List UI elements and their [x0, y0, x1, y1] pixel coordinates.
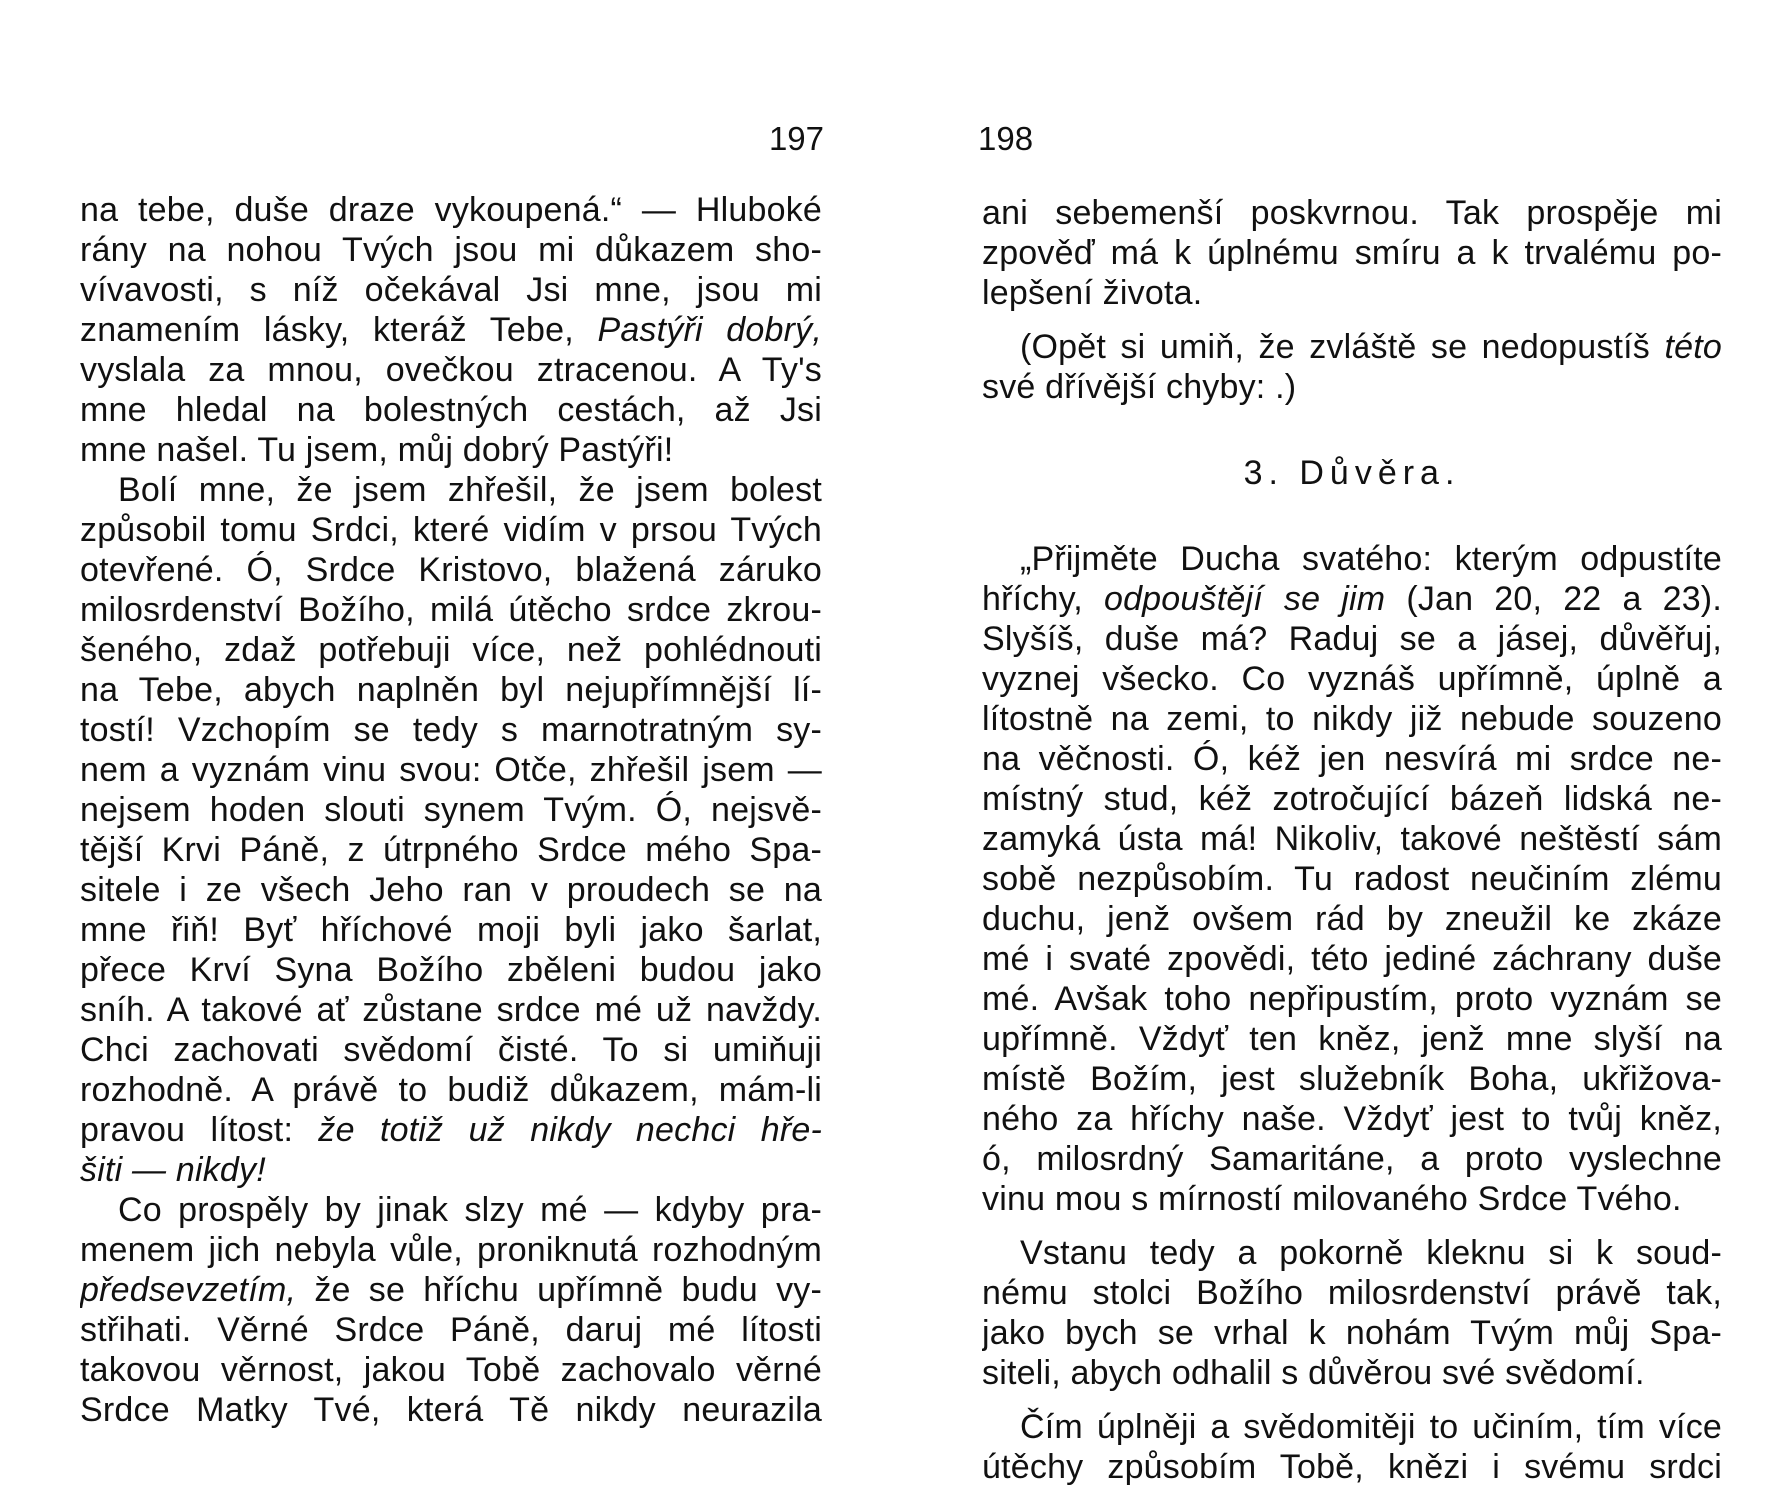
text-line: mne našel. Tu jsem, můj dobrý Pastýři!	[80, 431, 674, 469]
text-line: zamyká ústa má! Nikoliv, takové neštěstí sám	[982, 820, 1722, 858]
text-line: tostí! Vzchopím se tedy s marnotratným sy-	[80, 711, 822, 749]
page-number: 198	[978, 120, 1034, 157]
text-line: Chci zachovati svědomí čisté. To si umiňuji	[80, 1031, 822, 1069]
page-number: 197	[768, 120, 824, 157]
text-line: siteli, abych odhalil s důvěrou své svědomí.	[982, 1354, 1645, 1392]
text-line: útěchy způsobím Tobě, knězi i svému srdci	[982, 1448, 1722, 1486]
italic-phrase: odpouštějí se jim	[1103, 580, 1386, 618]
text-line: rozhodně. A právě to budiž důkazem, mám-li	[80, 1071, 822, 1109]
text-line: přece Krví Syna Božího zběleni budou jako	[80, 951, 822, 989]
section-heading: 3. Důvěra.	[1243, 454, 1461, 492]
text-line: Srdce Matky Tvé, která Tě nikdy neurazila	[80, 1391, 822, 1429]
italic-phrase: že totiž už nikdy nechci hře-	[318, 1111, 822, 1149]
text-line: mne hledal na bolestných cestách, až Jsi	[80, 391, 822, 429]
text-line: znamením lásky, kteráž Tebe, Pastýři dobrý,	[80, 311, 822, 349]
text-line: otevřené. Ó, Srdce Kristovo, blažená záruko	[80, 551, 822, 589]
page-text	[80, 190, 822, 1430]
text-line: (Opět si umiň, že zvláště se nedopustíš této	[1020, 328, 1722, 366]
text-line: vyznej všecko. Co vyznáš upřímně, úplně a	[982, 660, 1722, 698]
text-line: milosrdenství Božího, milá útěcho srdce zkrou-	[80, 591, 822, 629]
text-line: střihati. Věrné Srdce Páně, daruj mé lítosti	[80, 1311, 822, 1349]
text-line: duchu, jenž ovšem rád by zneužil ke zkáze	[982, 900, 1722, 938]
text-line	[80, 1150, 822, 1190]
text-line: místný stud, kéž zotročující bázeň lidská ne-	[982, 780, 1722, 818]
text-line: takovou věrnost, jakou Tobě zachovalo věrné	[80, 1351, 822, 1389]
text-line: místě Božím, jest služebník Boha, ukřižova-	[982, 1060, 1722, 1098]
text-line: vívavosti, s níž očekával Jsi mne, jsou mi	[80, 271, 822, 309]
text-line: „Přijměte Ducha svatého: kterým odpustíte	[1020, 540, 1722, 578]
text-line: mé i svaté zpovědi, této jediné záchrany duše	[982, 940, 1722, 978]
italic-phrase: této	[1664, 328, 1722, 366]
text-line: mne řiň! Byť hříchové moji byli jako šarlat,	[80, 911, 822, 949]
text-line: tější Krvi Páně, z útrpného Srdce mého Spa-	[80, 831, 822, 869]
text-line: zpověď má k úplnému smíru a k trvalému po-	[982, 234, 1722, 272]
right-page	[896, 0, 1792, 1500]
text-line: způsobil tomu Srdci, které vidím v prsou Tvých	[80, 511, 822, 549]
text-line: hříchy, odpouštějí se jim (Jan 20, 22 a 23).	[982, 580, 1722, 618]
page-text	[982, 193, 1722, 1487]
text-line: nému stolci Božího milosrdenství právě tak,	[982, 1274, 1722, 1312]
text-line: ó, milosrdný Samaritáne, a proto vyslechne	[982, 1140, 1722, 1178]
text-line: Co prospěly by jinak slzy mé — kdyby pra-	[118, 1191, 822, 1229]
text-line: sníh. A takové ať zůstane srdce mé už navždy.	[80, 991, 822, 1029]
text-line: šeného, zdaž potřebuji více, než pohlédnouti	[80, 631, 822, 669]
text-line: vyslala za mnou, ovečkou ztracenou. A Ty's	[80, 351, 822, 389]
text-line: Vstanu tedy a pokorně kleknu si k soud-	[1020, 1234, 1722, 1272]
text-line: menem jich nebyla vůle, proniknutá rozhodným	[80, 1231, 822, 1269]
text-line: předsevzetím, že se hříchu upřímně budu vy-	[80, 1271, 822, 1309]
text-line: rány na nohou Tvých jsou mi důkazem sho-	[80, 231, 822, 269]
text-line: sobě nezpůsobím. Tu radost neučiním zlému	[982, 860, 1722, 898]
text-line: upřímně. Vždyť ten kněz, jenž mne slyší na	[982, 1020, 1722, 1058]
text-line: sitele i ze všech Jeho ran v proudech se na	[80, 871, 822, 909]
text-line: Slyšíš, duše má? Raduj se a jásej, důvěřuj,	[982, 620, 1722, 658]
text-line: vinu mou s mírností milovaného Srdce Tvého.	[982, 1180, 1682, 1218]
text-line: Čím úplněji a svědomitěji to učiním, tím více	[1020, 1408, 1722, 1446]
text-line: své dřívější chyby: .)	[982, 368, 1297, 406]
text-line: nem a vyznám vinu svou: Otče, zhřešil jsem —	[80, 751, 822, 789]
text-line: na Tebe, abych naplněn byl nejupřímnější lí-	[80, 671, 822, 709]
text-line: jako bych se vrhal k nohám Tvým můj Spa-	[982, 1314, 1722, 1352]
italic-phrase: šiti — nikdy!	[80, 1151, 266, 1189]
text-line: pravou lítost: že totiž už nikdy nechci hře-	[80, 1111, 822, 1149]
text-line: mé. Avšak toho nepřipustím, proto vyznám se	[982, 980, 1722, 1018]
italic-phrase: předsevzetím,	[80, 1271, 297, 1309]
text-line: lítostně na zemi, to nikdy již nebude souzeno	[982, 700, 1722, 738]
text-line: Bolí mne, že jsem zhřešil, že jsem bolest	[118, 471, 822, 509]
text-line: ného za hříchy naše. Vždyť jest to tvůj kněz,	[982, 1100, 1722, 1138]
text-line: nejsem hoden slouti synem Tvým. Ó, nejsvě-	[80, 791, 822, 829]
text-line: na věčnosti. Ó, kéž jen nesvírá mi srdce ne-	[982, 740, 1722, 778]
text-line: lepšení života.	[982, 274, 1203, 312]
italic-phrase: Pastýři dobrý,	[597, 311, 822, 349]
text-line: na tebe, duše draze vykoupená.“ — Hluboké	[80, 191, 822, 229]
text-line: ani sebemenší poskvrnou. Tak prospěje mi	[982, 194, 1722, 232]
